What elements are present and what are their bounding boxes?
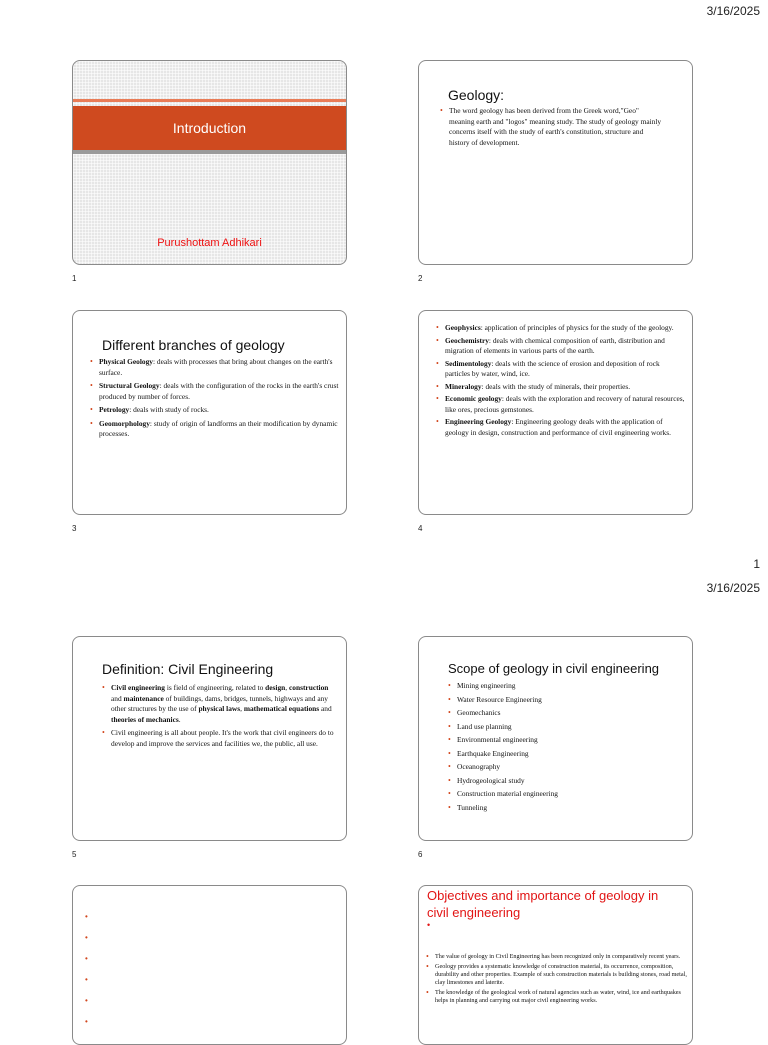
bullet-list: [440, 106, 665, 151]
bullet-list: [90, 357, 340, 443]
bullet-list: [85, 906, 88, 1032]
slide-branches: [72, 310, 347, 515]
slide-definition-civil-engineering: [72, 636, 347, 841]
slide-number: 3: [72, 524, 77, 533]
slide-number: 2: [418, 274, 423, 283]
list-item: • Geomorphology: study of origin of landforms an their modification by dynamic processes.: [90, 419, 340, 440]
slide-number: 4: [418, 524, 423, 533]
slide-empty-bullets: [72, 885, 347, 1045]
slide-number: 1: [72, 274, 77, 283]
list-item: •: [85, 912, 88, 921]
list-item: • Sedimentology: deals with the science of erosion and deposition of rock particles by water, wind, ice.: [436, 359, 686, 380]
slide-title: Definition: Civil Engineering: [102, 661, 274, 677]
bullet-list: [426, 953, 688, 1007]
list-item: •: [85, 933, 88, 942]
slide-number: 5: [72, 850, 77, 859]
list-item: • Geology provides a systematic knowledge of construction material, its occurrence, composition, durability and other properties. Example of such construction materials is building stones, road metal, clay limestones and laterite.: [426, 963, 688, 987]
list-item: • Water Resource Engineering: [448, 695, 683, 706]
list-item: • Land use planning: [448, 722, 683, 733]
slide-title: Different branches of geology: [102, 337, 285, 353]
list-item: • Environmental engineering: [448, 735, 683, 746]
list-item: • Tunneling: [448, 803, 683, 814]
slide-objectives-and-importance: [418, 885, 693, 1045]
slide-scope-of-geology: [418, 636, 693, 841]
slide-branches-continued: [418, 310, 693, 515]
list-item: • Mining engineering: [448, 681, 683, 692]
slide-title: Scope of geology in civil engineering: [448, 661, 660, 676]
bullet-list: [448, 681, 683, 816]
list-item: • Hydrogeological study: [448, 776, 683, 787]
slide-title-card: [72, 60, 347, 265]
list-item: •: [85, 975, 88, 984]
list-item: • Mineralogy: deals with the study of minerals, their properties.: [436, 382, 686, 393]
list-item: • Construction material engineering: [448, 789, 683, 800]
list-item: •: [85, 1017, 88, 1026]
list-item: • The knowledge of the geological work of natural agencies such as water, wind, ice and earthquakes helps in planning and carrying out major civil engineering works.: [426, 989, 688, 1005]
author-name: Purushottam Adhikari: [157, 237, 262, 249]
list-item: • Geophysics: application of principles of physics for the study of the geology.: [436, 323, 686, 334]
list-item: •: [85, 954, 88, 963]
list-item: • Physical Geology: deals with processes that bring about changes on the earth's surface.: [90, 357, 340, 378]
list-item: • Earthquake Engineering: [448, 749, 683, 760]
slide-title: Geology:: [448, 87, 505, 103]
list-item: • Geomechanics: [448, 708, 683, 719]
page-date: 3/16/2025: [706, 4, 760, 18]
slide-geology: [418, 60, 693, 265]
list-item: • Geochemistry: deals with chemical composition of earth, distribution and migration of elements in various parts of the earth.: [436, 336, 686, 357]
list-item: • The word geology has been derived from the Greek word,"Geo" meaning earth and "logos" meaning study. The study of geology mainly concerns itself with the study of earth's constitution, structure and history of development.: [440, 106, 665, 148]
list-item: •: [85, 996, 88, 1005]
band-shadow: [73, 150, 346, 154]
list-item: • Civil engineering is field of engineering, related to design, construction and maintenance of buildings, dams, bridges, tunnels, highways and any other structures by the use of physical laws, mathematical equations and theories of mechanics.: [102, 683, 334, 725]
slide-number: 6: [418, 850, 423, 859]
list-item: • Civil engineering is all about people. It's the work that civil engineers do to develop and improve the services and facilities we, the public, all use.: [102, 728, 334, 749]
page-number: 1: [753, 557, 760, 571]
slide-title: Introduction: [73, 106, 346, 150]
list-item: • Economic geology: deals with the exploration and recovery of natural resources, like ores, precious gemstones.: [436, 394, 686, 415]
page-date: 3/16/2025: [706, 581, 760, 595]
slide-title: Objectives and importance of geology in civil engineering: [427, 888, 659, 920]
bullet-list: [436, 323, 686, 440]
list-item: • Petrology: deals with study of rocks.: [90, 405, 340, 416]
list-item: • Structural Geology: deals with the configuration of the rocks in the earth's crust produced by number of forces.: [90, 381, 340, 402]
empty-bullet: •: [427, 920, 431, 930]
list-item: • Oceanography: [448, 762, 683, 773]
list-item: • Engineering Geology: Engineering geology deals with the application of geology in design, construction and performance of civil engineering works.: [436, 417, 686, 438]
accent-stripe: [73, 99, 346, 102]
bullet-list: [102, 683, 334, 752]
list-item: • The value of geology in Civil Engineering has been recognized only in comparatively recent years.: [426, 953, 688, 961]
